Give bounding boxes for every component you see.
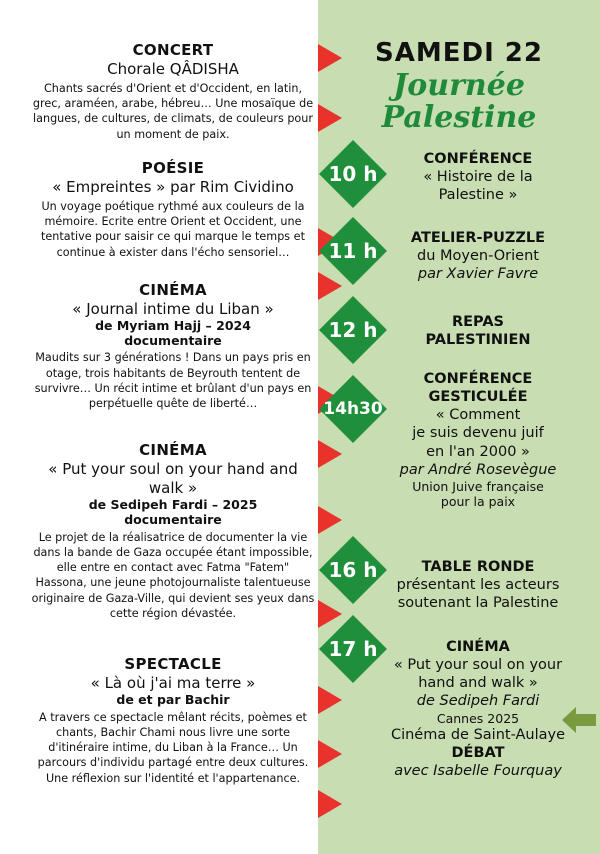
event-affiliation: pour la paix (440, 494, 516, 510)
section-subtitle: de et par Bachir (116, 691, 230, 707)
section-title: « Là où j'ai ma terre » (90, 673, 256, 692)
section-subtitle-2: documentaire (124, 511, 222, 527)
time-badge-11h (320, 218, 386, 284)
event-heading: PALESTINIEN (425, 332, 531, 349)
event-heading: DÉBAT (451, 745, 505, 762)
red-triangle-marker (318, 440, 342, 468)
red-triangle-marker (318, 790, 342, 818)
time-badge-16h (320, 537, 386, 603)
section-description: Chants sacrés d'Orient et d'Occident, en latin, grec, araméen, arabe, hébreu… Une mosaïque de langues, de cultures, de climats, de couleurs pour un moment de paix. (32, 81, 314, 141)
event-heading: TABLE RONDE (421, 559, 535, 575)
event-text: « Histoire de la (423, 169, 533, 186)
time-badge-10h (320, 141, 386, 207)
event-text: « Comment (435, 407, 521, 424)
section-subtitle: de Sedipeh Fardi – 2025 (88, 497, 258, 513)
cinema-section-1 (30, 282, 316, 411)
section-description: Le projet de la réalisatrice de documenter la vie dans la bande de Gaza occupée étant impossible, elle entre en contact avec Fatma "Fatem" Hassona, une jeune photojournaliste talentueuse originaire de Gaza-Ville, qui devient ses yeux dans cette région dévastée. (31, 530, 315, 620)
event-heading: GESTICULÉE (428, 389, 528, 406)
event-heading: ATELIER-PUZZLE (410, 230, 546, 246)
event-text: « Put your soul on your (393, 657, 563, 674)
event-10h (388, 150, 568, 204)
event-speaker: par André Rosevègue (399, 461, 557, 478)
event-text: soutenant la Palestine (397, 595, 559, 612)
event-venue: Cinéma de Saint-Aulaye (390, 727, 566, 744)
time-label: 14h30 (323, 399, 383, 419)
section-category: CINÉMA (139, 441, 207, 459)
event-festival: Cannes 2025 (436, 710, 520, 726)
event-date: SAMEDI 22 (375, 38, 543, 68)
red-triangle-marker (318, 686, 342, 714)
event-12h (388, 313, 568, 349)
time-label: 10 h (328, 162, 378, 186)
section-title: « Put your soul on your hand and walk » (48, 459, 298, 497)
event-heading: CONFÉRENCE (423, 371, 533, 387)
event-14h30 (388, 370, 568, 510)
concert-section (30, 42, 316, 142)
event-text: je suis devenu juif (412, 425, 544, 442)
section-title: « Journal intime du Liban » (72, 299, 274, 318)
poetry-section (30, 160, 316, 260)
event-speaker: par Xavier Favre (417, 266, 539, 283)
time-label: 12 h (328, 318, 378, 342)
red-triangle-marker (318, 506, 342, 534)
event-11h (388, 229, 568, 283)
event-heading: CINÉMA (446, 639, 510, 655)
section-description: A travers ce spectacle mêlant récits, poèmes et chants, Bachir Chami nous livre une sorte d'itinéraire intime, du Liban à la France… Un parcours d'individu partagé entre deux cultures. Une réflexion sur l'identité et l'appartenance. (37, 710, 309, 785)
time-label: 17 h (328, 637, 378, 661)
event-heading: CONFÉRENCE (423, 151, 533, 167)
time-label: 16 h (328, 558, 378, 582)
section-title: « Empreintes » par Rim Cividino (52, 177, 294, 196)
event-16h (388, 558, 568, 612)
event-title-line-1: Journée (393, 68, 525, 103)
time-badge-14h30 (320, 376, 386, 442)
red-triangle-marker (318, 740, 342, 768)
section-subtitle-2: documentaire (124, 332, 222, 348)
cinema-section-2 (30, 442, 316, 621)
time-badge-12h (320, 297, 386, 363)
event-title-line-2: Palestine (381, 99, 537, 135)
time-badge-17h (320, 616, 386, 682)
section-category: SPECTACLE (124, 655, 222, 673)
event-text: hand and walk » (418, 675, 538, 692)
left-arrow-icon (562, 705, 596, 735)
section-category: POÉSIE (141, 159, 205, 177)
event-heading: REPAS (451, 314, 505, 330)
show-section (30, 656, 316, 786)
day-header (318, 38, 600, 133)
event-text: Palestine » (438, 187, 518, 204)
event-director: de Sedipeh Fardi (416, 693, 540, 710)
section-description: Un voyage poétique rythmé aux couleurs de la mémoire. Ecrite entre Orient et Occident, une tentative pour saisir ce qui marque le temps et continue à exister dans l'écho sensoriel… (41, 199, 305, 259)
section-subtitle: de Myriam Hajj – 2024 (95, 317, 251, 333)
event-text: du Moyen-Orient (417, 248, 539, 265)
event-17h (388, 638, 568, 781)
time-label: 11 h (328, 239, 378, 263)
section-description: Maudits sur 3 générations ! Dans un pays pris en otage, trois habitants de Beyrouth tentent de survivre… Un récit intime et brûlant d'un pays en perpétuelle quête de liberté… (34, 351, 312, 411)
section-title: Chorale QÂDISHA (107, 59, 239, 78)
event-speaker: avec Isabelle Fourquay (394, 763, 562, 780)
section-category: CINÉMA (139, 281, 207, 299)
section-category: CONCERT (132, 41, 214, 59)
event-affiliation: Union Juive française (412, 478, 544, 494)
event-text: présentant les acteurs (396, 577, 560, 594)
event-text: en l'an 2000 » (426, 443, 530, 460)
